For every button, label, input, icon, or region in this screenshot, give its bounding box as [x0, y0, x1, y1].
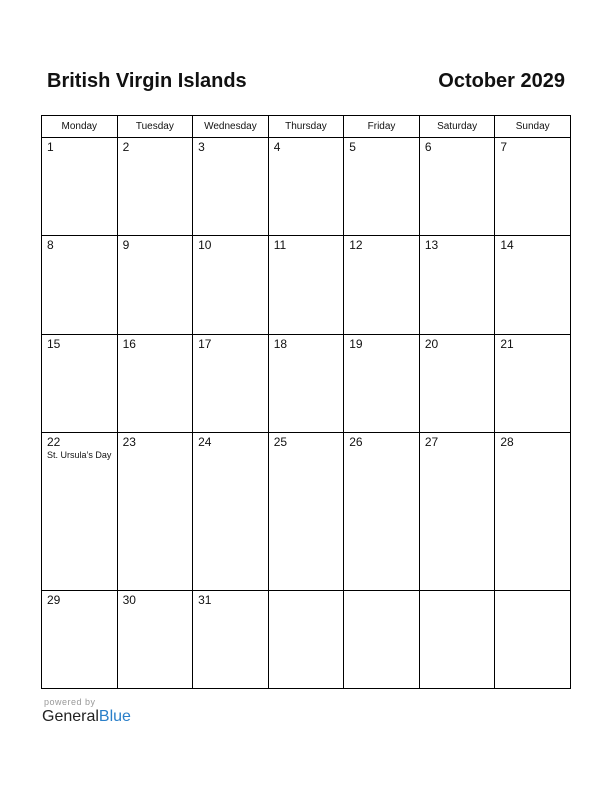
- empty-day-cell: [344, 590, 420, 688]
- day-cell: [42, 590, 118, 688]
- day-number: 20: [424, 336, 439, 351]
- day-cell: [193, 138, 269, 236]
- day-number: 3: [198, 140, 205, 154]
- day-cell: [495, 138, 571, 236]
- day-cell: [193, 433, 269, 590]
- day-cell: [268, 138, 344, 236]
- weekday-header-row: [42, 116, 571, 138]
- day-number: 10: [198, 238, 212, 253]
- holiday-label: St. Ursula’s Day: [47, 450, 112, 461]
- weekday-header: Monday: [42, 116, 118, 138]
- day-cell: [419, 138, 495, 236]
- day-number: 7: [500, 140, 508, 154]
- day-number: 19: [349, 336, 363, 351]
- day-number: 11: [273, 238, 287, 253]
- day-cell: [42, 334, 118, 432]
- day-cell: [268, 334, 344, 432]
- day-cell: [419, 334, 495, 432]
- day-cell: [117, 433, 193, 590]
- day-number: 13: [424, 238, 439, 253]
- brand-name-part1: General: [42, 708, 99, 725]
- page-title-region: British Virgin Islands: [47, 70, 247, 92]
- day-number: 22: [47, 435, 61, 450]
- day-cell: [495, 236, 571, 334]
- day-cell: [344, 433, 420, 590]
- day-cell: [268, 433, 344, 590]
- week-row: [42, 334, 571, 432]
- weekday-header: Sunday: [495, 116, 571, 138]
- calendar-grid: [41, 115, 571, 689]
- day-number: 16: [122, 336, 136, 351]
- day-number: 26: [349, 435, 363, 450]
- day-number: 27: [424, 435, 439, 450]
- day-number: 9: [122, 238, 130, 253]
- day-number: 23: [122, 435, 136, 450]
- day-cell: [344, 334, 420, 432]
- empty-day-cell: [495, 590, 571, 688]
- week-row: [42, 236, 571, 334]
- empty-day-cell: [268, 590, 344, 688]
- week-row: [42, 138, 571, 236]
- day-number: 14: [500, 238, 514, 253]
- powered-by-label: powered by: [44, 697, 96, 707]
- day-number: 24: [198, 435, 212, 450]
- day-cell: [344, 236, 420, 334]
- day-number: 4: [273, 140, 281, 154]
- day-cell: [117, 590, 193, 688]
- day-cell: [419, 433, 495, 590]
- weekday-header: Saturday: [419, 116, 495, 138]
- day-cell: [193, 334, 269, 432]
- day-number: 30: [122, 592, 136, 607]
- day-number: 1: [47, 140, 54, 154]
- day-number: 29: [47, 592, 61, 607]
- day-number: 15: [47, 336, 61, 351]
- day-cell: [42, 138, 118, 236]
- day-cell: [495, 334, 571, 432]
- day-cell: [117, 236, 193, 334]
- day-cell: [42, 433, 118, 590]
- day-number: 31: [198, 592, 212, 607]
- day-cell: [268, 236, 344, 334]
- weekday-header: Wednesday: [193, 116, 269, 138]
- weekday-header: Friday: [344, 116, 420, 138]
- day-number: 17: [198, 336, 212, 351]
- day-cell: [117, 334, 193, 432]
- day-number: 28: [500, 435, 514, 450]
- day-number: 25: [273, 435, 288, 450]
- day-cell: [193, 590, 269, 688]
- weekday-header: Thursday: [268, 116, 344, 138]
- brand-name-part2: Blue: [98, 708, 131, 725]
- day-number: 6: [424, 140, 432, 154]
- day-number: 5: [349, 140, 356, 154]
- week-row: [42, 433, 571, 590]
- day-number: 18: [273, 336, 288, 351]
- day-number: 12: [349, 238, 363, 253]
- weekday-header: Tuesday: [117, 116, 193, 138]
- day-cell: [42, 236, 118, 334]
- page-title-month: October 2029: [438, 70, 565, 92]
- day-cell: [419, 236, 495, 334]
- day-number: 8: [47, 238, 54, 253]
- day-cell: [117, 138, 193, 236]
- day-number: 2: [122, 140, 130, 154]
- day-number: 21: [500, 336, 514, 351]
- day-cell: [344, 138, 420, 236]
- brand-logo: [42, 708, 131, 726]
- day-cell: [193, 236, 269, 334]
- week-row: [42, 590, 571, 688]
- day-cell: [495, 433, 571, 590]
- empty-day-cell: [419, 590, 495, 688]
